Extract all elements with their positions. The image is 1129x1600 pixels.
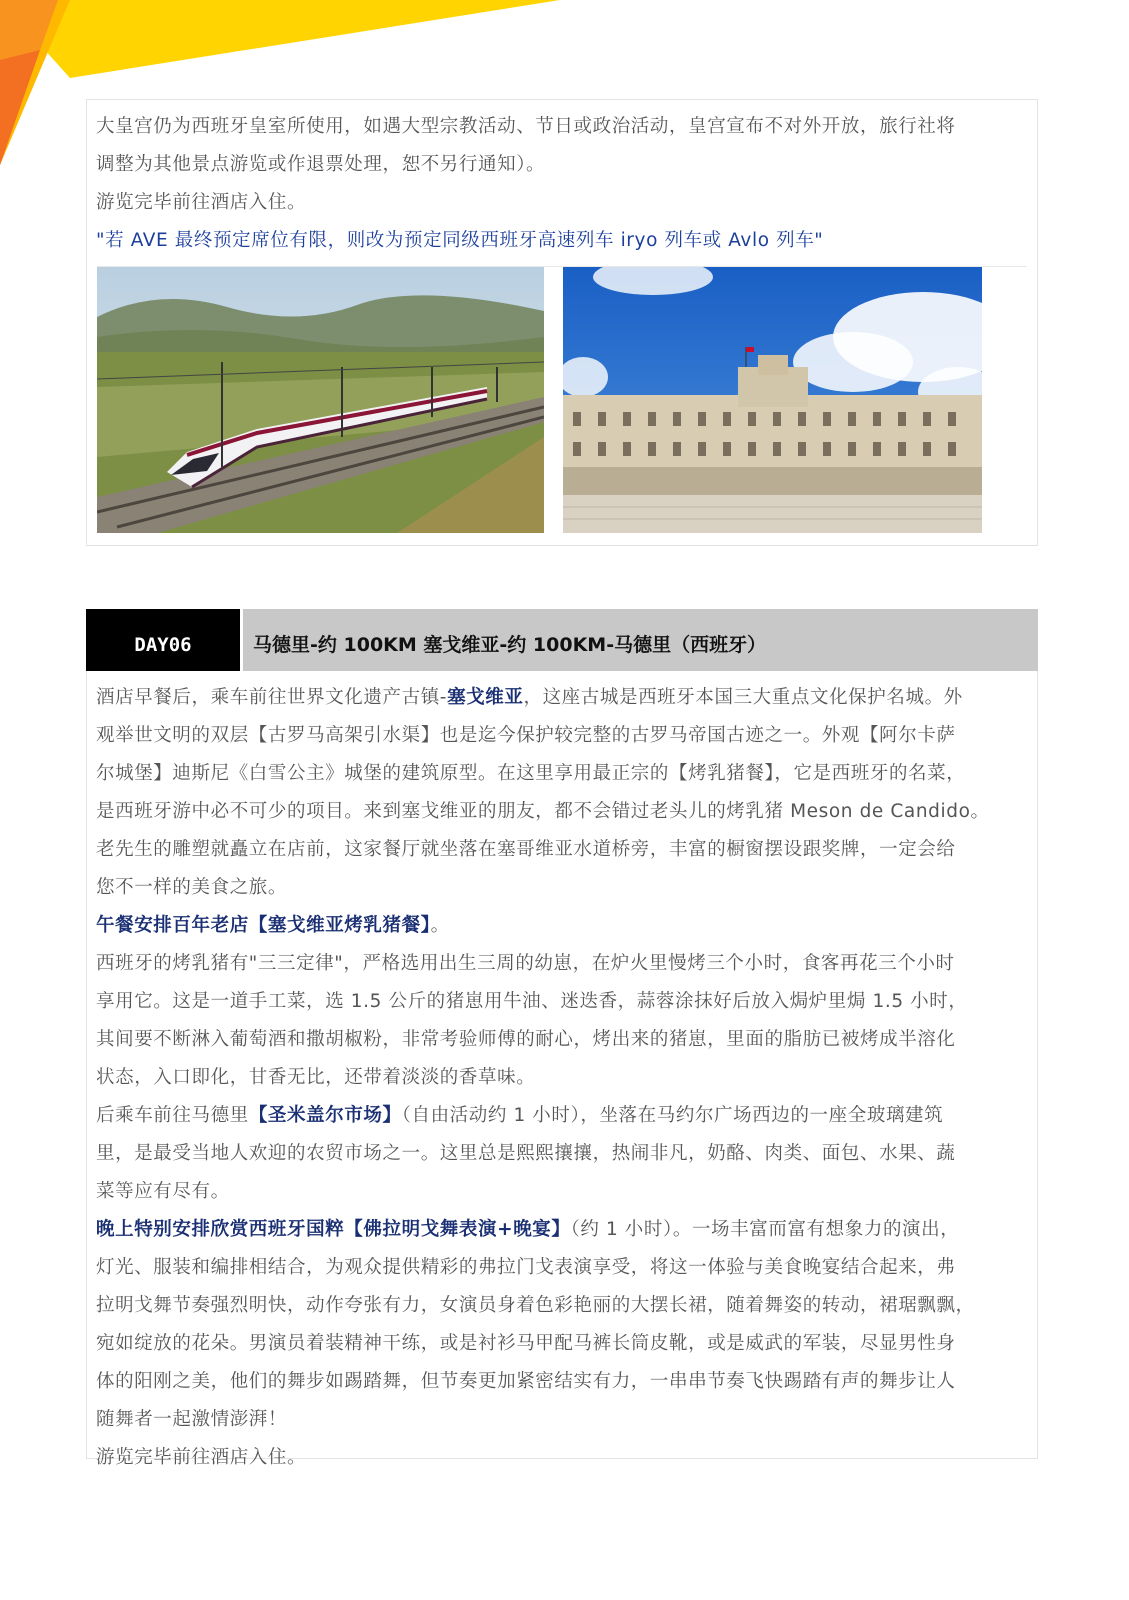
text-line: 灯光、服装和编排相结合，为观众提供精彩的弗拉门戈表演享受，将这一体验与美食晚宴结合起来，弗 <box>96 1257 956 1278</box>
text-span: 酒店早餐后，乘车前往世界文化遗产古镇- <box>96 687 448 708</box>
train-notice: "若 AVE 最终预定席位有限，则改为预定同级西班牙高速列车 iryo 列车或 Avlo 列车" <box>96 230 824 251</box>
text-line: 调整为其他景点游览或作退票处理，恕不另行通知）。 <box>96 154 546 175</box>
text-line: 游览完毕前往酒店入住。 <box>96 1447 307 1468</box>
text-line: 体的阳刚之美，他们的舞步如踢踏舞，但节奏更加紧密结实有力，一串串节奏飞快踢踏有声的舞步让人 <box>96 1371 956 1392</box>
text-line: 西班牙的烤乳猪有"三三定律"，严格选用出生三周的幼崽，在炉火里慢烤三个小时，食客再花三个小时 <box>96 953 955 974</box>
text-line: 尔城堡】迪斯尼《白雪公主》城堡的建筑原型。在这里享用最正宗的【烤乳猪餐】，它是西班牙的名菜， <box>96 763 966 784</box>
train-photo <box>97 267 544 533</box>
day-content <box>86 671 1038 1468</box>
text-span: （自由活动约 1 小时），坐落在马约尔广场西边的一座全玻璃建筑 <box>401 1105 944 1126</box>
text-line: 其间要不断淋入葡萄酒和撒胡椒粉，非常考验师傅的耐心，烤出来的猪崽，里面的脂肪已被烤成半溶化 <box>96 1029 956 1050</box>
text-line: 是西班牙游中必不可少的项目。来到塞戈维亚的朋友，都不会错过老头儿的烤乳猪 Meson de Candido。 <box>96 801 990 822</box>
text-line: 老先生的雕塑就矗立在店前，这家餐厅就坐落在塞哥维亚水道桥旁，丰富的橱窗摆设跟奖牌，一定会给 <box>96 839 956 860</box>
day-header <box>86 609 1038 671</box>
photo-row <box>97 266 1027 533</box>
text-line: 随舞者一起激情澎湃！ <box>96 1409 288 1430</box>
text-line: 您不一样的美食之旅。 <box>96 877 288 898</box>
market-highlight: 【圣米盖尔市场】 <box>248 1105 402 1126</box>
text-line <box>87 1097 1037 1135</box>
lunch-line <box>87 907 1037 945</box>
flamenco-highlight: 晚上特别安排欣赏西班牙国粹【佛拉明戈舞表演+晚宴】 <box>96 1219 571 1240</box>
text-line: 观举世文明的双层【古罗马高架引水渠】也是迄今保护较完整的古罗马帝国古迹之一。外观【阿尔卡萨 <box>96 725 956 746</box>
text-span: 。 <box>430 915 450 936</box>
day-title: 马德里-约 100KM 塞戈维亚-约 100KM-马德里（西班牙） <box>243 609 1038 671</box>
text-line: 宛如绽放的花朵。男演员着装精神干练，或是衬衫马甲配马裤长筒皮靴，或是威武的军装，尽显男性身 <box>96 1333 956 1354</box>
text-span: ，这座古城是西班牙本国三大重点文化保护名城。外 <box>523 687 963 708</box>
text-span: （约 1 小时）。一场丰富而富有想象力的演出， <box>570 1219 960 1240</box>
highlight-segovia: 塞戈维亚 <box>447 687 524 708</box>
text-line: 菜等应有尽有。 <box>96 1181 230 1202</box>
text-line: 拉明戈舞节奏强烈明快，动作夸张有力，女演员身着色彩艳丽的大摆长裙，随着舞姿的转动，裙琚飘飘， <box>96 1295 975 1316</box>
text-span: 后乘车前往马德里 <box>96 1105 249 1126</box>
text-line: 里，是最受当地人欢迎的农贸市场之一。这里总是熙熙攘攘，热闹非凡，奶酪、肉类、面包、水果、蔬 <box>96 1143 956 1164</box>
royal-palace-photo <box>563 267 982 533</box>
text-line: 状态，入口即化，甘香无比，还带着淡淡的香草味。 <box>96 1067 536 1088</box>
text-line: 大皇宫仍为西班牙皇室所使用，如遇大型宗教活动、节日或政治活动，皇宫宣布不对外开放，旅行社将 <box>96 116 956 137</box>
text-line <box>87 1211 1037 1249</box>
text-line: 享用它。这是一道手工菜，选 1.5 公斤的猪崽用牛油、迷迭香，蒜蓉涂抹好后放入焗炉里焗 1.5 小时， <box>96 991 968 1012</box>
text-line: 游览完毕前往酒店入住。 <box>96 192 307 213</box>
text-line <box>87 679 1037 717</box>
day-tag: DAY06 <box>86 609 240 671</box>
lunch-highlight: 午餐安排百年老店【塞戈维亚烤乳猪餐】 <box>96 915 431 936</box>
top-section <box>86 99 1038 546</box>
